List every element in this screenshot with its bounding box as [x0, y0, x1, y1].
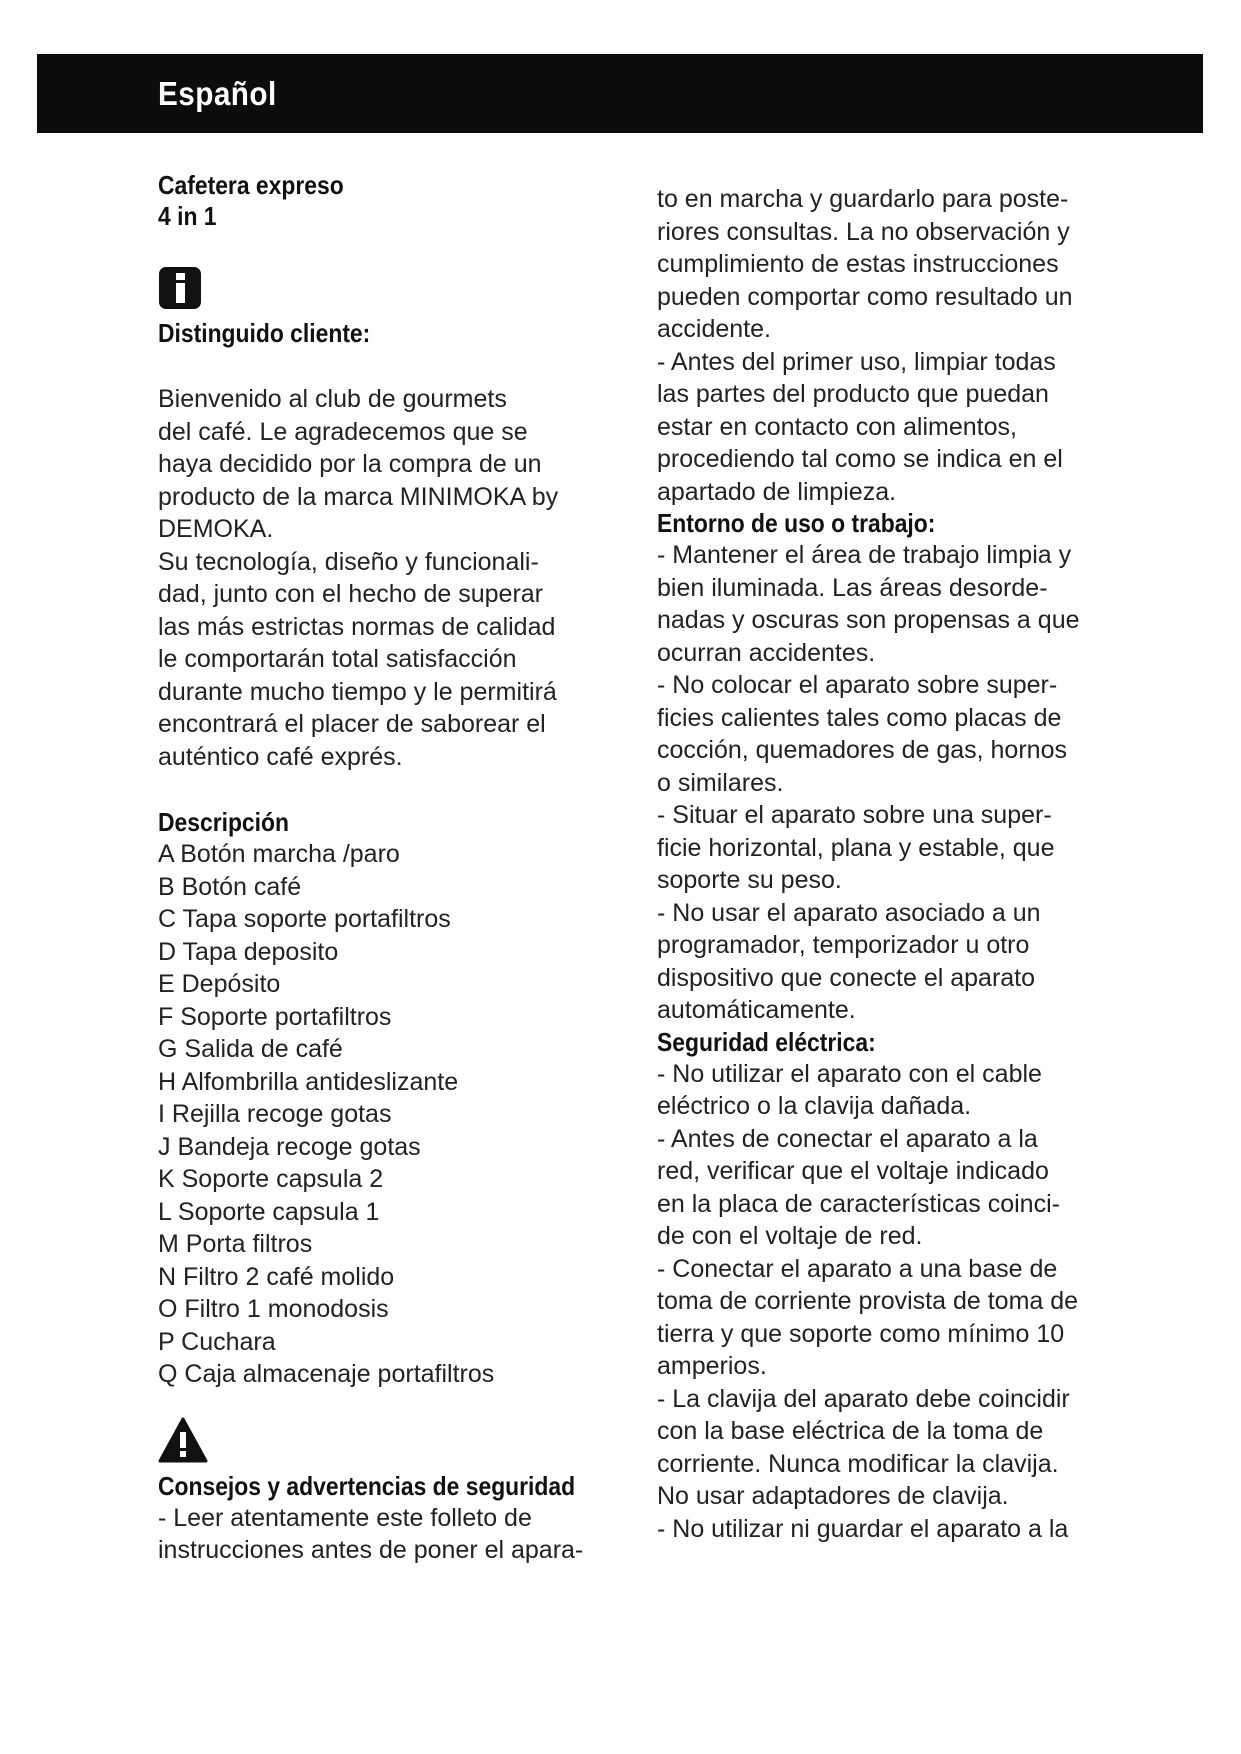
text-line: - No utilizar el aparato con el cable	[657, 1059, 1042, 1088]
text-line: encontrará el placer de saborear el	[158, 710, 546, 738]
left-column	[158, 170, 628, 1567]
list-item: Q Caja almacenaje portafiltros	[158, 1360, 495, 1388]
text-line: cocción, quemadores de gas, hornos	[657, 736, 1067, 764]
text-line: las más estrictas normas de calidad	[158, 612, 556, 641]
list-item: H Alfombrilla antideslizante	[158, 1067, 459, 1096]
text-line: con la base eléctrica de la toma de	[657, 1417, 1044, 1445]
text-line: - No usar el aparato asociado a un	[657, 898, 1041, 927]
text-line: toma de corriente provista de toma de	[657, 1287, 1079, 1315]
text-line: en la placa de características coinci-	[657, 1189, 1060, 1218]
greeting-heading: Distinguido cliente:	[158, 318, 371, 348]
description-heading: Descripción	[158, 807, 289, 837]
language-header-bar	[37, 54, 1203, 133]
text-line: - Mantener el área de trabajo limpia y	[657, 541, 1072, 569]
text-line: automáticamente.	[657, 996, 856, 1024]
text-line: riores consultas. La no observación y	[657, 217, 1070, 246]
text-line: ficie horizontal, plana y estable, que	[657, 833, 1055, 862]
text-line: pueden comportar como resultado un	[657, 282, 1073, 311]
product-title: Cafetera expreso	[158, 170, 344, 200]
text-line: - No colocar el aparato sobre super-	[657, 671, 1058, 699]
text-line: auténtico café exprés.	[158, 742, 403, 771]
text-line: nadas y oscuras son propensas a que	[657, 606, 1080, 634]
list-item: J Bandeja recoge gotas	[158, 1132, 421, 1161]
text-line: cumplimiento de estas instrucciones	[657, 250, 1059, 278]
list-item: O Filtro 1 monodosis	[158, 1295, 389, 1323]
list-item: L Soporte capsula 1	[158, 1197, 380, 1226]
text-line: tierra y que soporte como mínimo 10	[657, 1319, 1065, 1348]
environment-heading: Entorno de uso o trabajo:	[657, 508, 936, 538]
text-line: - Antes del primer uso, limpiar todas	[657, 347, 1056, 376]
list-item: A Botón marcha /paro	[158, 840, 400, 868]
text-line: ocurran accidentes.	[657, 638, 876, 667]
list-item: F Soporte portafiltros	[158, 1002, 392, 1031]
text-line: procediendo tal como se indica en el	[657, 445, 1063, 473]
text-line: accidente.	[657, 315, 771, 343]
electrical-section	[657, 1058, 1127, 1546]
text-line: - Antes de conectar el aparato a la	[657, 1124, 1038, 1153]
text-line: corriente. Nunca modificar la clavija.	[657, 1449, 1059, 1478]
text-line: bien iluminada. Las áreas desorde-	[657, 573, 1048, 602]
text-line: dispositivo que conecte el aparato	[657, 963, 1036, 992]
text-line: dad, junto con el hecho de superar	[158, 580, 543, 608]
list-item: C Tapa soporte portafiltros	[158, 905, 451, 933]
list-item: I Rejilla recoge gotas	[158, 1100, 392, 1128]
text-line: red, verificar que el voltaje indicado	[657, 1157, 1049, 1185]
text-line: apartado de limpieza.	[657, 477, 897, 506]
language-title: Español	[158, 74, 277, 112]
warning-icon	[158, 1417, 628, 1465]
right-column	[657, 183, 1127, 1545]
text-line: estar en contacto con alimentos,	[657, 412, 1017, 441]
text-line: - La clavija del aparato debe coincidir	[657, 1384, 1070, 1413]
list-item: D Tapa deposito	[158, 937, 339, 966]
intro-paragraph	[158, 383, 628, 773]
electrical-heading: Seguridad eléctrica:	[657, 1026, 876, 1057]
text-line: o similares.	[657, 768, 784, 797]
text-line: Bienvenido al club de gourmets	[158, 385, 507, 413]
info-icon	[158, 266, 628, 310]
list-item: M Porta filtros	[158, 1230, 313, 1258]
text-line: instrucciones antes de poner el apara-	[158, 1536, 584, 1564]
text-line: de con el voltaje de red.	[657, 1222, 923, 1250]
safety-heading: Consejos y advertencias de seguridad	[158, 1470, 576, 1501]
list-item: E Depósito	[158, 970, 281, 998]
parts-list	[158, 838, 628, 1391]
product-subtitle: 4 in 1	[158, 201, 217, 231]
text-line: eléctrico o la clavija dañada.	[657, 1092, 972, 1120]
text-line: haya decidido por la compra de un	[158, 450, 542, 478]
safety-continued	[657, 183, 1127, 508]
list-item: B Botón café	[158, 872, 302, 901]
text-line: producto de la marca MINIMOKA by	[158, 482, 559, 511]
list-item: N Filtro 2 café molido	[158, 1262, 395, 1291]
text-line: las partes del producto que puedan	[657, 380, 1049, 408]
environment-section	[657, 539, 1127, 1027]
text-line: durante mucho tiempo y le permitirá	[158, 677, 557, 706]
text-line: to en marcha y guardarlo para poste-	[657, 185, 1069, 213]
text-line: amperios.	[657, 1352, 767, 1380]
text-line: programador, temporizador u otro	[657, 931, 1030, 959]
text-line: - Leer atentamente este folleto de	[158, 1503, 532, 1532]
text-line: - No utilizar ni guardar el aparato a la	[657, 1514, 1069, 1543]
text-line: Su tecnología, diseño y funcionali-	[158, 547, 539, 576]
text-line: le comportarán total satisfacción	[158, 645, 517, 673]
list-item: G Salida de café	[158, 1035, 343, 1063]
text-line: soporte su peso.	[657, 866, 842, 894]
text-line: - Conectar el aparato a una base de	[657, 1254, 1058, 1283]
text-line: DEMOKA.	[158, 515, 274, 543]
list-item: K Soporte capsula 2	[158, 1165, 384, 1193]
text-line: No usar adaptadores de clavija.	[657, 1482, 1009, 1510]
text-line: - Situar el aparato sobre una super-	[657, 801, 1052, 829]
list-item: P Cuchara	[158, 1327, 276, 1356]
text-line: ficies calientes tales como placas de	[657, 703, 1062, 732]
text-line: del café. Le agradecemos que se	[158, 417, 528, 446]
